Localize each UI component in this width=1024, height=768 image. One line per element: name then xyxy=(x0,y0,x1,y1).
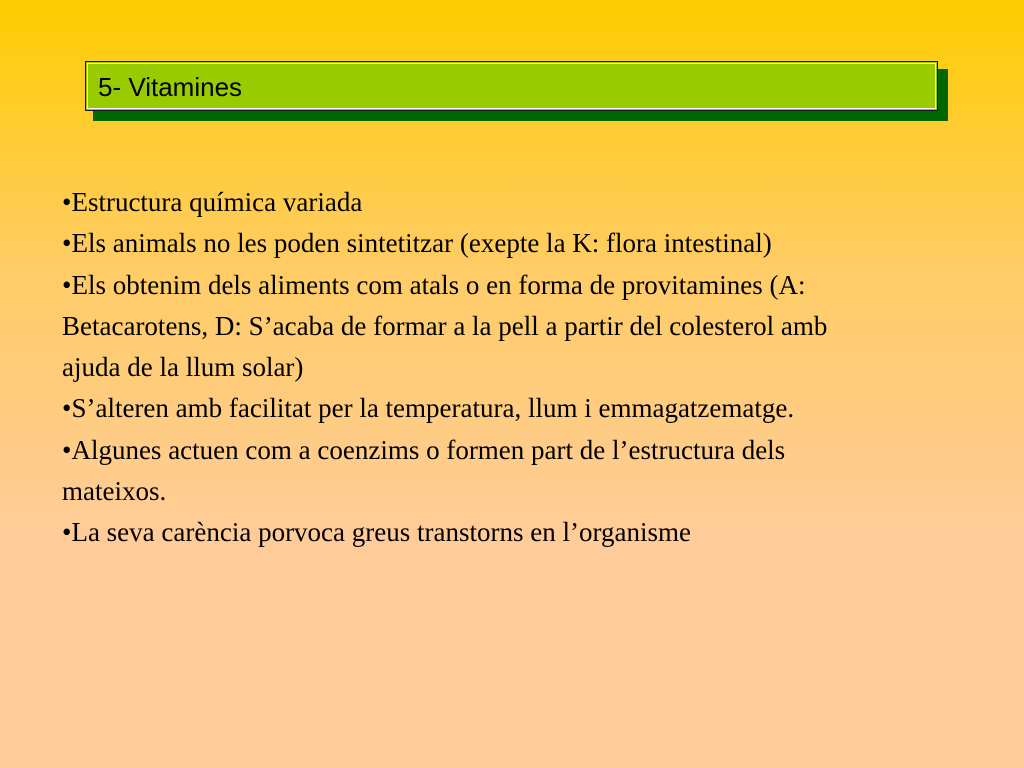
title-box xyxy=(85,61,938,111)
bullet-item: •Estructura química variada xyxy=(62,187,363,217)
bullet-item: •La seva carència porvoca greus transtorns en l’organisme xyxy=(62,517,691,548)
bullet-item: •Els obtenim dels aliments com atals o en forma de provitamines (A: Betacarotens, D: S’acaba de formar a la pell a partir del colesterol amb ajuda de la llum solar) xyxy=(62,269,828,383)
bullet-item: •Algunes actuen com a coenzims o formen part de l’estructura dels mateixos. xyxy=(62,434,786,507)
slide-title: 5- Vitamines xyxy=(98,72,243,102)
bullet-item: •S’alteren amb facilitat per la temperatura, llum i emmagatzematge. xyxy=(62,393,795,424)
bullet-list xyxy=(62,182,882,554)
bullet-item: •Els animals no les poden sintetitzar (exepte la K: flora intestinal) xyxy=(62,228,772,259)
